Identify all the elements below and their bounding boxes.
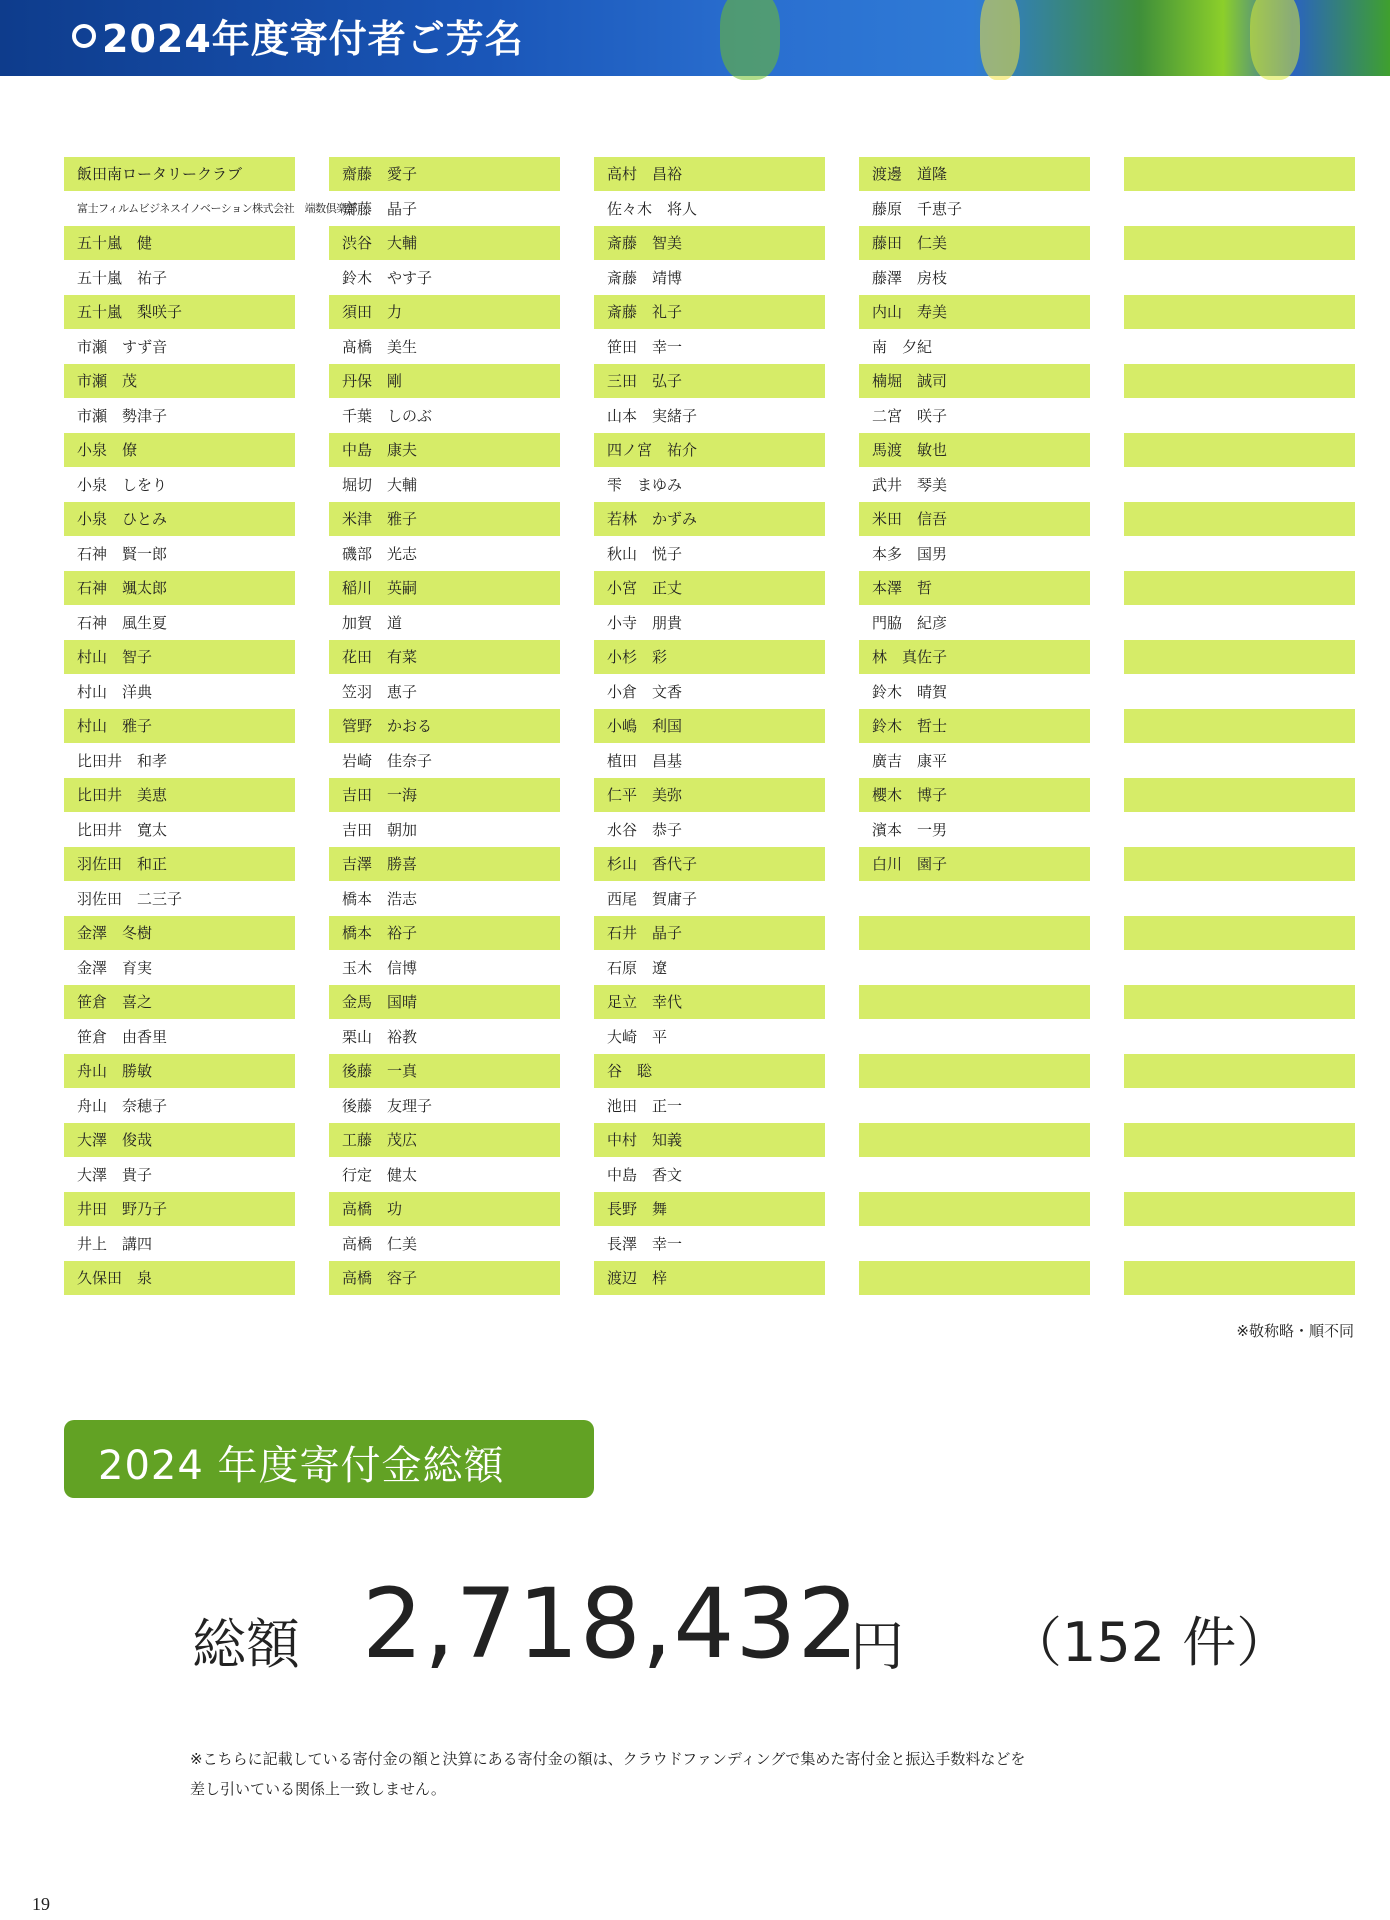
donor-name: 本多 国男 (872, 544, 948, 563)
donor-name: 鈴木 哲士 (859, 709, 1090, 743)
donor-name: 石原 遼 (607, 958, 668, 977)
donor-name: 鈴木 やす子 (342, 268, 433, 287)
donor-name: 髙橋 美生 (342, 337, 418, 356)
empty-row (1124, 157, 1355, 191)
donor-name: 工藤 茂広 (329, 1123, 560, 1157)
donor-name: 武井 琴美 (872, 475, 948, 494)
donor-name: 小倉 文香 (607, 682, 683, 701)
donor-name: 羽佐田 和正 (64, 847, 295, 881)
donor-name: 石井 晶子 (594, 916, 825, 950)
donor-name: 丹保 剛 (329, 364, 560, 398)
donor-name: 大澤 俊哉 (64, 1123, 295, 1157)
donor-name: 藤田 仁美 (859, 226, 1090, 260)
donor-name: 齋藤 晶子 (342, 199, 418, 218)
donor-name: 金澤 育実 (77, 958, 153, 977)
donor-name: 米津 雅子 (329, 502, 560, 536)
donor-name: 斎藤 靖博 (607, 268, 683, 287)
donor-name: 村山 智子 (64, 640, 295, 674)
donor-name: 後藤 友理子 (342, 1096, 433, 1115)
page-number: 19 (32, 1894, 50, 1914)
empty-row (1124, 433, 1355, 467)
empty-row (1124, 261, 1355, 295)
donor-name: 小泉 僚 (64, 433, 295, 467)
donor-name: 西尾 賀庸子 (607, 889, 698, 908)
empty-row (859, 1192, 1090, 1226)
donor-name: 濱本 一男 (872, 820, 948, 839)
donor-name: 山本 実緒子 (607, 406, 698, 425)
empty-row (1124, 330, 1355, 364)
donor-name: 渡辺 梓 (594, 1261, 825, 1295)
empty-row (1124, 1123, 1355, 1157)
donor-name: 内山 寿美 (859, 295, 1090, 329)
donor-name: 吉田 朝加 (342, 820, 418, 839)
empty-row (859, 1227, 1090, 1261)
donor-name: 行定 健太 (342, 1165, 418, 1184)
empty-row (859, 1158, 1090, 1192)
empty-row (1124, 882, 1355, 916)
donor-name: 谷 聡 (594, 1054, 825, 1088)
donor-name: 笠羽 恵子 (342, 682, 418, 701)
donor-list (64, 157, 1356, 1296)
donor-name: 櫻木 博子 (859, 778, 1090, 812)
donor-name: 雫 まゆみ (607, 475, 683, 494)
empty-row (1124, 640, 1355, 674)
donor-name: 水谷 恭子 (607, 820, 683, 839)
empty-row (1124, 744, 1355, 778)
donor-name: 米田 信吾 (859, 502, 1090, 536)
donor-name: 三田 弘子 (594, 364, 825, 398)
donor-name: 笹倉 由香里 (77, 1027, 168, 1046)
donor-name: 小杉 彩 (594, 640, 825, 674)
donor-name: 四ノ宮 祐介 (594, 433, 825, 467)
empty-row (859, 985, 1090, 1019)
donor-name: 金澤 冬樹 (64, 916, 295, 950)
page-title (72, 8, 524, 63)
empty-row (859, 1261, 1090, 1295)
donor-name: 久保田 泉 (64, 1261, 295, 1295)
empty-row (1124, 675, 1355, 709)
donor-name: 中島 香文 (607, 1165, 683, 1184)
empty-row (859, 1020, 1090, 1054)
donor-name: 高村 昌裕 (594, 157, 825, 191)
empty-row (859, 916, 1090, 950)
empty-row (1124, 606, 1355, 640)
donor-name: 稲川 英嗣 (329, 571, 560, 605)
empty-row (1124, 1054, 1355, 1088)
donor-name: 舟山 奈穂子 (77, 1096, 168, 1115)
empty-row (1124, 295, 1355, 329)
empty-row (1124, 813, 1355, 847)
empty-row (1124, 364, 1355, 398)
donor-name: 五十嵐 祐子 (77, 268, 168, 287)
donor-name: 堀切 大輔 (342, 475, 418, 494)
donor-name: 村山 雅子 (64, 709, 295, 743)
donor-name: 笹倉 喜之 (64, 985, 295, 1019)
empty-row (1124, 399, 1355, 433)
empty-row (859, 1054, 1090, 1088)
donor-name: 廣吉 康平 (872, 751, 948, 770)
donor-name: 橋本 浩志 (342, 889, 418, 908)
donor-name: 植田 昌基 (607, 751, 683, 770)
donor-name: 藤澤 房枝 (872, 268, 948, 287)
empty-row (1124, 1227, 1355, 1261)
donor-name: 小嶋 利国 (594, 709, 825, 743)
donor-name: 足立 幸代 (594, 985, 825, 1019)
donor-name: 秋山 悦子 (607, 544, 683, 563)
empty-row (859, 1089, 1090, 1123)
empty-row (1124, 468, 1355, 502)
header-banner (0, 0, 1390, 76)
donor-name: 中村 知義 (594, 1123, 825, 1157)
donor-name: 石神 賢一郎 (77, 544, 168, 563)
donor-name: 南 夕紀 (872, 337, 933, 356)
donor-name: 馬渡 敏也 (859, 433, 1090, 467)
donor-name: 羽佐田 二三子 (77, 889, 183, 908)
total-heading-band (64, 1420, 594, 1498)
donor-name: 渡邊 道隆 (859, 157, 1090, 191)
donor-name: 玉木 信博 (342, 958, 418, 977)
donor-name: 栗山 裕教 (342, 1027, 418, 1046)
donor-name: 白川 園子 (859, 847, 1090, 881)
donor-name: 比田井 美恵 (64, 778, 295, 812)
paint-splash (1250, 0, 1300, 80)
donor-name: 石神 颯太郎 (64, 571, 295, 605)
donor-name: 五十嵐 梨咲子 (64, 295, 295, 329)
donor-name: 市瀬 勢津子 (77, 406, 168, 425)
empty-row (1124, 916, 1355, 950)
donor-name: 斎藤 礼子 (594, 295, 825, 329)
donor-name: 小寺 朋貴 (607, 613, 683, 632)
donor-name: 藤原 千恵子 (872, 199, 963, 218)
donor-name: 齋藤 愛子 (329, 157, 560, 191)
empty-row (1124, 537, 1355, 571)
donor-name: 笹田 幸一 (607, 337, 683, 356)
donor-name: 中島 康夫 (329, 433, 560, 467)
donor-name: 五十嵐 健 (64, 226, 295, 260)
donor-name: 吉澤 勝喜 (329, 847, 560, 881)
donor-name: 金馬 国晴 (329, 985, 560, 1019)
donor-name: 高橋 功 (329, 1192, 560, 1226)
donor-name: 加賀 道 (342, 613, 403, 632)
donor-name: 磯部 光志 (342, 544, 418, 563)
circle-icon (72, 24, 96, 48)
donor-name: 小泉 しをり (77, 475, 168, 494)
honorific-note: ※敬称略・順不同 (1236, 1322, 1354, 1340)
disclaimer-line: 差し引いている関係上一致しません。 (190, 1780, 446, 1798)
donor-name: 花田 有菜 (329, 640, 560, 674)
donor-name: 吉田 一海 (329, 778, 560, 812)
donor-name: 市瀬 茂 (64, 364, 295, 398)
donor-name: 千葉 しのぶ (342, 406, 433, 425)
donation-count: （152 件） (1008, 1611, 1291, 1674)
donor-name: 鈴木 晴賀 (872, 682, 948, 701)
page-title-text: 2024年度寄付者ご芳名 (102, 17, 524, 61)
donor-name: 林 真佐子 (859, 640, 1090, 674)
donor-name: 飯田南ロータリークラブ (64, 157, 295, 191)
total-label: 総額 (192, 1613, 300, 1676)
donor-name: 長野 舞 (594, 1192, 825, 1226)
donor-name: 大崎 平 (607, 1027, 668, 1046)
donor-name: 本澤 哲 (859, 571, 1090, 605)
donor-name: 小宮 正丈 (594, 571, 825, 605)
donor-name: 池田 正一 (607, 1096, 683, 1115)
donor-name: 仁平 美弥 (594, 778, 825, 812)
empty-row (1124, 1192, 1355, 1226)
donor-name: 岩崎 佳奈子 (342, 751, 433, 770)
empty-row (1124, 985, 1355, 1019)
donor-name: 須田 力 (329, 295, 560, 329)
empty-row (1124, 1158, 1355, 1192)
empty-row (1124, 1089, 1355, 1123)
total-heading: 2024 年度寄付金総額 (98, 1443, 505, 1489)
donor-name: 楠堀 誠司 (859, 364, 1090, 398)
paint-splash (980, 0, 1020, 80)
donor-name: 小泉 ひとみ (64, 502, 295, 536)
donor-name: 渋谷 大輔 (329, 226, 560, 260)
empty-row (1124, 709, 1355, 743)
donor-name: 舟山 勝敏 (64, 1054, 295, 1088)
donor-name: 高橋 容子 (329, 1261, 560, 1295)
donor-name: 管野 かおる (329, 709, 560, 743)
donor-name: 門脇 紀彦 (872, 613, 948, 632)
empty-row (1124, 951, 1355, 985)
donor-name: 井上 講四 (77, 1234, 153, 1253)
empty-row (859, 882, 1090, 916)
empty-row (1124, 1020, 1355, 1054)
currency-unit: 円 (850, 1615, 904, 1678)
total-amount: 2,718,432 (362, 1568, 860, 1680)
donor-name: 橋本 裕子 (329, 916, 560, 950)
donor-name: 二宮 咲子 (872, 406, 948, 425)
donor-name: 市瀬 すず音 (77, 337, 168, 356)
empty-row (1124, 1261, 1355, 1295)
donor-name: 大澤 貴子 (77, 1165, 153, 1184)
disclaimer-line: ※こちらに記載している寄付金の額と決算にある寄付金の額は、クラウドファンディングで集めた寄付金と振込手数料などを (190, 1750, 1026, 1768)
empty-row (1124, 847, 1355, 881)
donor-name: 後藤 一真 (329, 1054, 560, 1088)
disclaimer (190, 1744, 1190, 1804)
donor-name: 富士フィルムビジネスイノベーション株式会社 端数倶楽部 (77, 201, 358, 215)
donor-name: 高橋 仁美 (342, 1234, 418, 1253)
empty-row (859, 1123, 1090, 1157)
donor-name: 井田 野乃子 (64, 1192, 295, 1226)
empty-row (1124, 778, 1355, 812)
donor-name: 佐々木 将人 (607, 199, 698, 218)
empty-row (1124, 571, 1355, 605)
donor-name: 若林 かずみ (594, 502, 825, 536)
empty-row (859, 951, 1090, 985)
donor-name: 石神 風生夏 (77, 613, 168, 632)
donor-name: 斎藤 智美 (594, 226, 825, 260)
empty-row (1124, 226, 1355, 260)
donor-name: 比田井 寛太 (77, 820, 168, 839)
paint-splash (720, 0, 780, 80)
donor-name: 比田井 和孝 (77, 751, 168, 770)
donor-name: 長澤 幸一 (607, 1234, 683, 1253)
empty-row (1124, 192, 1355, 226)
donor-name: 村山 洋典 (77, 682, 153, 701)
donor-name: 杉山 香代子 (594, 847, 825, 881)
empty-row (1124, 502, 1355, 536)
